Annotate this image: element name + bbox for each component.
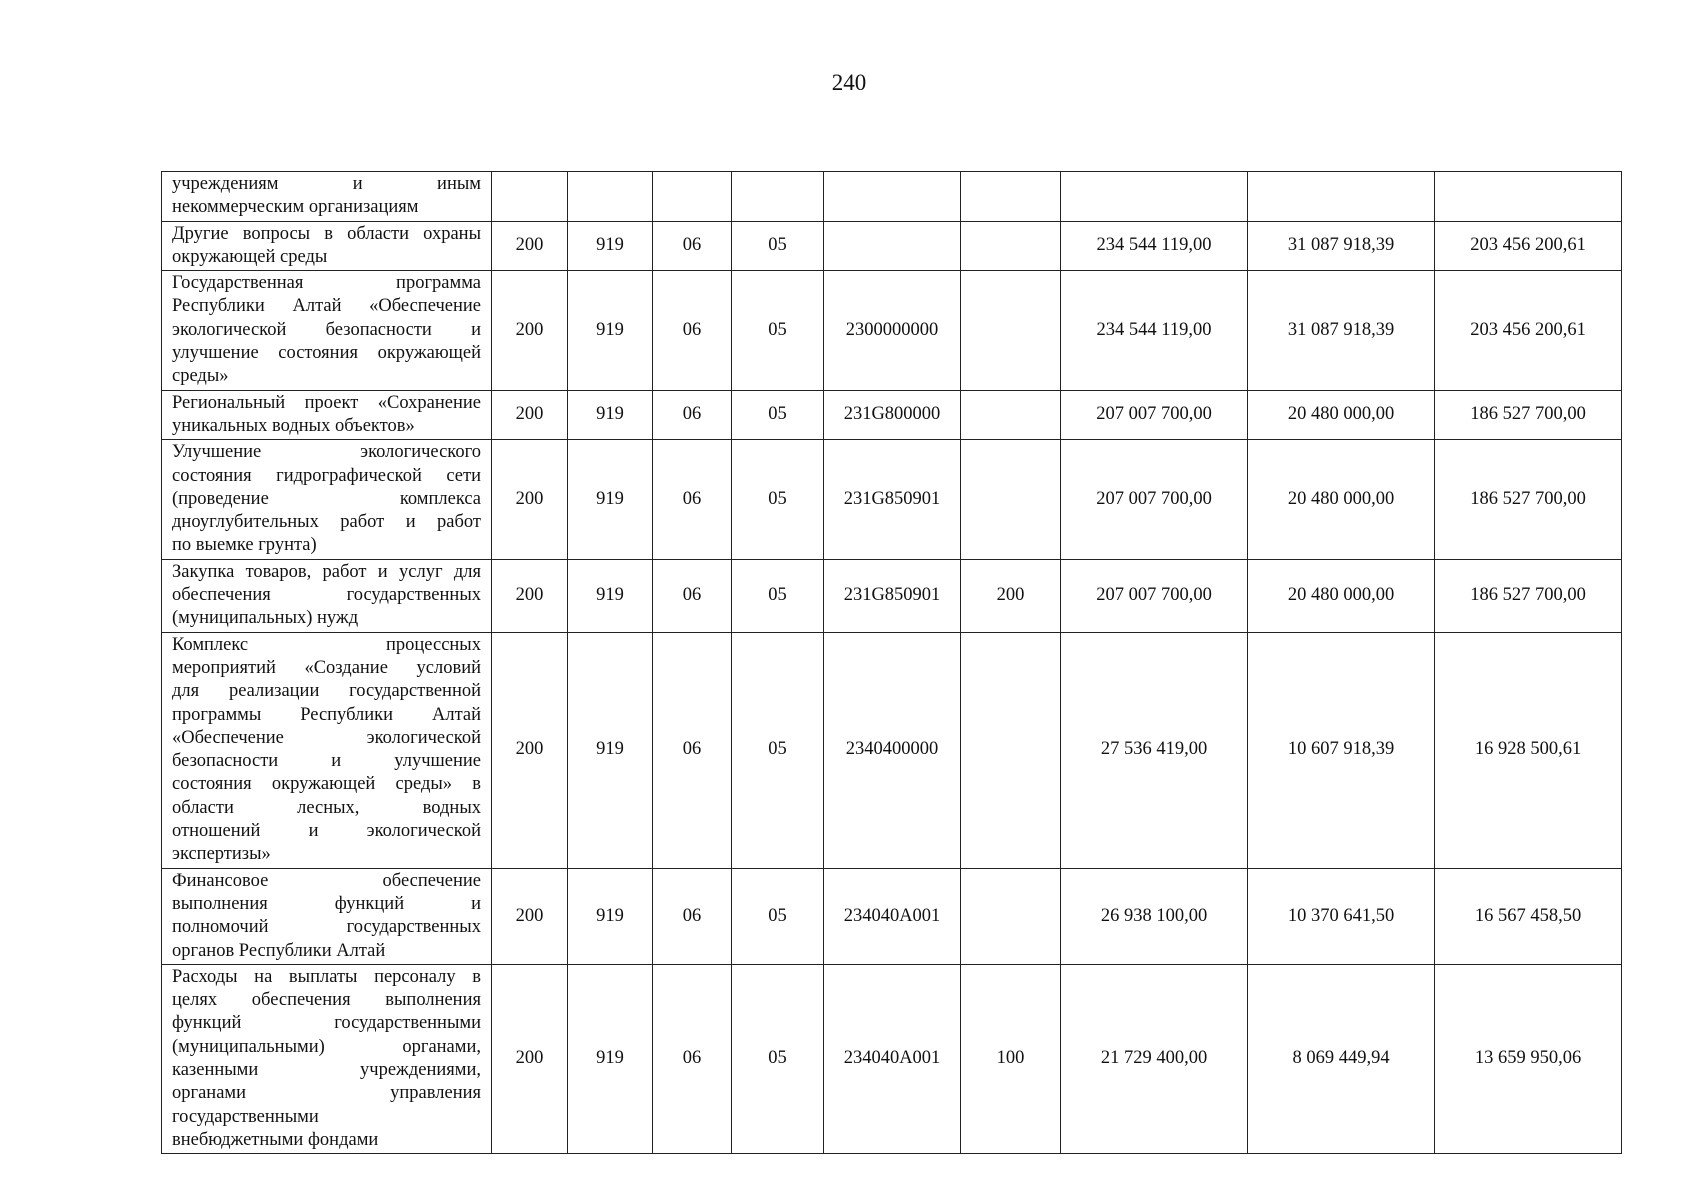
expense-name-line: Другие вопросы в области охраны — [172, 223, 481, 244]
expense-name-line: экологической безопасности и — [172, 319, 481, 340]
expense-type-cell — [961, 390, 1061, 440]
subsection-code-cell: 05 — [732, 559, 824, 632]
executed-amount-cell: 31 087 918,39 — [1248, 221, 1435, 271]
expense-name-line: улучшение состояния окружающей — [172, 343, 481, 364]
remaining-amount-cell: 186 527 700,00 — [1435, 559, 1622, 632]
expense-name-line: (муниципальных) нужд — [172, 608, 359, 629]
remaining-amount-cell: 203 456 200,61 — [1435, 271, 1622, 390]
expense-name-line: Региональный проект «Сохранение — [172, 392, 481, 413]
owner-code-cell: 200 — [492, 440, 568, 559]
expense-name-line: среды» — [172, 366, 229, 387]
expense-name-line: целях обеспечения выполнения — [172, 990, 481, 1011]
ministry-code-cell: 919 — [568, 632, 653, 868]
approved-amount-cell: 207 007 700,00 — [1061, 440, 1248, 559]
owner-code-cell: 200 — [492, 271, 568, 390]
expense-name-cell — [162, 271, 492, 390]
page-number: 240 — [831, 70, 867, 95]
expense-name-line: некоммерческим организациям — [172, 197, 419, 218]
section-code-cell: 06 — [653, 964, 732, 1153]
expense-type-cell — [961, 172, 1061, 222]
owner-code-cell: 200 — [492, 632, 568, 868]
remaining-amount-cell: 186 527 700,00 — [1435, 440, 1622, 559]
expense-name-line: состояния гидрографической сети — [172, 465, 481, 486]
section-code-cell: 06 — [653, 632, 732, 868]
expense-name-line: отношений и экологической — [172, 821, 481, 842]
approved-amount-cell: 26 938 100,00 — [1061, 868, 1248, 964]
target-article-cell: 2340400000 — [824, 632, 961, 868]
remaining-amount-cell: 16 567 458,50 — [1435, 868, 1622, 964]
expense-name-cell — [162, 440, 492, 559]
expense-name-line: дноуглубительных работ и работ — [172, 512, 481, 533]
ministry-code-cell: 919 — [568, 964, 653, 1153]
section-code-cell: 06 — [653, 271, 732, 390]
expense-type-cell: 100 — [961, 964, 1061, 1153]
table-row — [162, 964, 1622, 1153]
subsection-code-cell: 05 — [732, 868, 824, 964]
budget-table — [161, 171, 1622, 1154]
owner-code-cell: 200 — [492, 221, 568, 271]
expense-name-line: состояния окружающей среды» в — [172, 774, 481, 795]
target-article-cell: 2300000000 — [824, 271, 961, 390]
expense-name-line: Государственная программа — [172, 273, 481, 294]
remaining-amount-cell — [1435, 172, 1622, 222]
expense-name-line: по выемке грунта) — [172, 535, 317, 556]
owner-code-cell: 200 — [492, 964, 568, 1153]
subsection-code-cell: 05 — [732, 964, 824, 1153]
executed-amount-cell: 31 087 918,39 — [1248, 271, 1435, 390]
expense-name-line: мероприятий «Создание условий — [172, 657, 481, 678]
section-code-cell: 06 — [653, 559, 732, 632]
approved-amount-cell: 234 544 119,00 — [1061, 221, 1248, 271]
approved-amount-cell — [1061, 172, 1248, 222]
executed-amount-cell: 20 480 000,00 — [1248, 390, 1435, 440]
expense-name-cell — [162, 221, 492, 271]
ministry-code-cell: 919 — [568, 868, 653, 964]
expense-type-cell — [961, 271, 1061, 390]
section-code-cell: 06 — [653, 868, 732, 964]
approved-amount-cell: 207 007 700,00 — [1061, 390, 1248, 440]
expense-type-cell — [961, 221, 1061, 271]
expense-name-line: полномочий государственных — [172, 917, 481, 938]
expense-name-line: программы Республики Алтай — [172, 704, 481, 725]
owner-code-cell — [492, 172, 568, 222]
table-row — [162, 221, 1622, 271]
owner-code-cell: 200 — [492, 559, 568, 632]
table-row — [162, 172, 1622, 222]
table-row — [162, 440, 1622, 559]
expense-name-line: Закупка товаров, работ и услуг для — [172, 561, 481, 582]
expense-name-line: уникальных водных объектов» — [172, 415, 415, 436]
expense-name-cell — [162, 868, 492, 964]
target-article-cell: 231G850901 — [824, 440, 961, 559]
target-article-cell: 231G850901 — [824, 559, 961, 632]
table-row — [162, 559, 1622, 632]
expense-name-line: окружающей среды — [172, 246, 328, 267]
expense-name-line: Республики Алтай «Обеспечение — [172, 296, 481, 317]
expense-name-cell — [162, 632, 492, 868]
executed-amount-cell: 20 480 000,00 — [1248, 440, 1435, 559]
expense-name-cell — [162, 390, 492, 440]
remaining-amount-cell: 16 928 500,61 — [1435, 632, 1622, 868]
expense-name-cell — [162, 964, 492, 1153]
expense-name-line: «Обеспечение экологической — [172, 727, 481, 748]
expense-name-line: органами управления — [172, 1083, 481, 1104]
ministry-code-cell: 919 — [568, 221, 653, 271]
expense-name-line: (проведение комплекса — [172, 488, 481, 509]
target-article-cell: 234040А001 — [824, 964, 961, 1153]
expense-name-line: казенными учреждениями, — [172, 1059, 481, 1080]
table-row — [162, 271, 1622, 390]
executed-amount-cell: 10 607 918,39 — [1248, 632, 1435, 868]
ministry-code-cell — [568, 172, 653, 222]
expense-name-line: государственными — [172, 1106, 319, 1127]
section-code-cell: 06 — [653, 390, 732, 440]
expense-type-cell: 200 — [961, 559, 1061, 632]
subsection-code-cell: 05 — [732, 221, 824, 271]
approved-amount-cell: 234 544 119,00 — [1061, 271, 1248, 390]
remaining-amount-cell: 186 527 700,00 — [1435, 390, 1622, 440]
ministry-code-cell: 919 — [568, 390, 653, 440]
expense-name-line: учреждениям и иным — [172, 174, 481, 194]
subsection-code-cell: 05 — [732, 440, 824, 559]
expense-name-line: для реализации государственной — [172, 681, 481, 702]
table-row — [162, 390, 1622, 440]
target-article-cell: 234040А001 — [824, 868, 961, 964]
ministry-code-cell: 919 — [568, 559, 653, 632]
target-article-cell — [824, 221, 961, 271]
executed-amount-cell — [1248, 172, 1435, 222]
approved-amount-cell: 27 536 419,00 — [1061, 632, 1248, 868]
expense-type-cell — [961, 440, 1061, 559]
subsection-code-cell: 05 — [732, 632, 824, 868]
subsection-code-cell: 05 — [732, 390, 824, 440]
expense-name-line: Финансовое обеспечение — [172, 870, 481, 891]
target-article-cell — [824, 172, 961, 222]
ministry-code-cell: 919 — [568, 271, 653, 390]
executed-amount-cell: 20 480 000,00 — [1248, 559, 1435, 632]
approved-amount-cell: 207 007 700,00 — [1061, 559, 1248, 632]
expense-name-line: обеспечения государственных — [172, 585, 481, 606]
expense-name-line: Расходы на выплаты персоналу в — [172, 966, 481, 987]
table-row — [162, 868, 1622, 964]
executed-amount-cell: 8 069 449,94 — [1248, 964, 1435, 1153]
expense-name-line: органов Республики Алтай — [172, 940, 386, 961]
expense-name-line: внебюджетными фондами — [172, 1129, 379, 1150]
expense-name-cell — [162, 559, 492, 632]
owner-code-cell: 200 — [492, 868, 568, 964]
expense-type-cell — [961, 632, 1061, 868]
remaining-amount-cell: 203 456 200,61 — [1435, 221, 1622, 271]
expense-name-line: экспертизы» — [172, 844, 271, 865]
expense-name-line: выполнения функций и — [172, 893, 481, 914]
expense-type-cell — [961, 868, 1061, 964]
section-code-cell — [653, 172, 732, 222]
expense-name-line: (муниципальными) органами, — [172, 1036, 481, 1057]
table-row — [162, 632, 1622, 868]
approved-amount-cell: 21 729 400,00 — [1061, 964, 1248, 1153]
expense-name-line: функций государственными — [172, 1013, 481, 1034]
subsection-code-cell — [732, 172, 824, 222]
expense-name-line: Улучшение экологического — [172, 442, 481, 463]
expense-name-line: безопасности и улучшение — [172, 751, 481, 772]
expense-name-cell — [162, 172, 492, 222]
owner-code-cell: 200 — [492, 390, 568, 440]
ministry-code-cell: 919 — [568, 440, 653, 559]
section-code-cell: 06 — [653, 440, 732, 559]
expense-name-line: Комплекс процессных — [172, 634, 481, 655]
target-article-cell: 231G800000 — [824, 390, 961, 440]
executed-amount-cell: 10 370 641,50 — [1248, 868, 1435, 964]
subsection-code-cell: 05 — [732, 271, 824, 390]
section-code-cell: 06 — [653, 221, 732, 271]
remaining-amount-cell: 13 659 950,06 — [1435, 964, 1622, 1153]
expense-name-line: области лесных, водных — [172, 797, 481, 818]
